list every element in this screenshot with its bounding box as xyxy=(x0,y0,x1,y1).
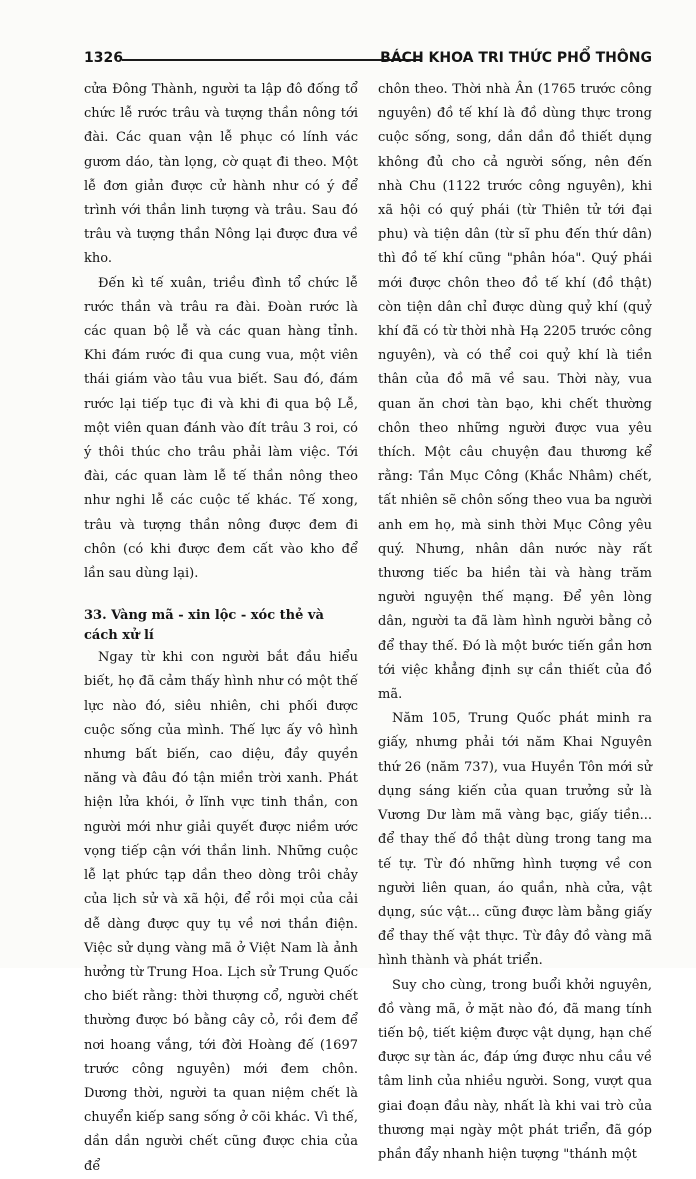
paragraph: Đến kì tế xuân, triều đình tổ chức lễ rước thần và trâu ra đài. Đoàn rước là các quan bộ lễ và các quan hàng tỉnh. Khi đám rước đi qua cung vua, một viên thái giám vào tâu vua biết. Sau đó, đám rước lại tiếp tục đi và khi đi qua bộ Lễ, một viên quan đánh vào đít trâu 3 roi, có ý thôi thúc cho trâu phải làm việc. Tới đài, các quan làm lễ tế thần nông theo như nghi lễ các cuộc tế khác. Tế xong, trâu và tượng thần nông được đem đi chôn (có khi được đem cất vào kho để lần sau dùng lại). xyxy=(84,275,358,582)
paragraph: Ngay từ khi con người bắt đầu hiểu biết, họ đã cảm thấy hình như có một thế lực nào đó, siêu nhiên, chi phối được cuộc sống của mình. Thế lực ấy vô hình nhưng bất biến, cao diệu, đầy quyền năng và đâu đó tận miền trời xanh. Phát hiện lửa khói, ở lĩnh vực tinh thần, con người mới như giải quyết được niềm ước vọng tiếp cận với thần linh. Những cuộc lễ lạt phức tạp dần theo dòng trôi chảy của lịch sử và xã hội, để rồi mọi của cải dễ dàng được quy tụ về nơi thần điện. Việc sử dụng vàng mã ở Việt Nam là ảnh hưởng từ Trung Hoa. Lịch sử Trung Quốc cho biết rằng: thời thượng cổ, người chết thường được bó bằng cây cỏ, rồi đem để nơi hoang vắng, tới đời Hoàng đế (1697 trước công nguyên) mới đem chôn. Dương thời, người ta quan niệm chết là chuyển kiếp sang sống ở cõi khác. Vì thế, dần dần người chết cũng được chia của để xyxy=(84,650,358,1174)
page-number: 1326 xyxy=(84,50,123,66)
paragraph-continuation: chôn theo. Thời nhà Ân (1765 trước công nguyên) đồ tế khí là đồ dùng thực trong cuộc sống, song, dần dần đồ thiết dụng không đủ cho cả người sống, nên đến nhà Chu (1122 trước công nguyên), khi xã hội có quý phái (từ Thiên tử tới đại phu) và tiện dân (từ sĩ phu đến thứ dân) thì đồ tế khí cũng "phân hóa". Quý phái mới được chôn theo đồ tế khí (đồ thật) còn tiện dân chỉ được dùng quỷ khí (quỷ khí đã có từ thời nhà Hạ 2205 trước công nguyên), và có thể coi quỷ khí là tiền thân của đồ mã về sau. Thời này, vua quan ăn chơi tàn bạo, khi chết thường chôn theo những người được vua yêu thích. Một câu chuyện đau thương kể rằng: Tần Mục Công (Khắc Nhâm) chết, tất nhiên sẽ chôn sống theo vua ba người anh em họ, mà sinh thời Mục Công yêu quý. Nhưng, nhân dân nước này rất thương tiếc ba hiền tài và hàng trăm người nguyện thế mạng. Để yên lòng dân, người ta đã làm hình người bằng cỏ để thay thế. Đó là một bước tiến gần hơn tới việc khẳng định sự cần thiết của đồ mã. xyxy=(378,82,652,703)
header-rule xyxy=(122,59,422,61)
running-title: BÁCH KHOA TRI THỨC PHỔ THÔNG xyxy=(380,50,652,66)
right-column xyxy=(378,78,652,1167)
paragraph: Năm 105, Trung Quốc phát minh ra giấy, nhưng phải tới năm Khai Nguyên thứ 26 (năm 737), vua Huyền Tôn mới sử dụng sáng kiến của quan trưởng sử là Vương Dư làm mã vàng bạc, giấy tiền... để thay thế đồ thật dùng trong tang ma tế tự. Từ đó những hình tượng về con người liên quan, áo quần, nhà cửa, vật dụng, súc vật... cũng được làm bằng giấy để thay thế vật thực. Từ đây đồ vàng mã hình thành và phát triển. xyxy=(378,711,652,969)
page-header xyxy=(84,48,652,70)
section-heading: 33. Vàng mã - xin lộc - xóc thẻ và cách xử lí xyxy=(84,608,324,644)
paragraph-continuation: cửa Đông Thành, người ta lập đô đống tổ chức lễ rước trâu và tượng thần nông tới đài. Các quan vận lễ phục có lính vác gươm dáo, tàn lọng, cờ quạt đi theo. Một lễ đơn giản được cử hành như có ý để trình với thần linh tượng và trâu. Sau đó trâu và tượng thần Nông lại được đưa về kho. xyxy=(84,82,358,267)
left-column xyxy=(84,78,358,1179)
paragraph: Suy cho cùng, trong buổi khởi nguyên, đồ vàng mã, ở mặt nào đó, đã mang tính tiến bộ, tiết kiệm được vật dụng, hạn chế được sự tàn ác, đáp ứng được nhu cầu về tâm linh của nhiều người. Song, vượt qua giai đoạn đầu này, nhất là khi vai trò của thương mại ngày một phát triển, đã góp phần đẩy nhanh hiện tượng "thánh một xyxy=(378,977,652,1162)
